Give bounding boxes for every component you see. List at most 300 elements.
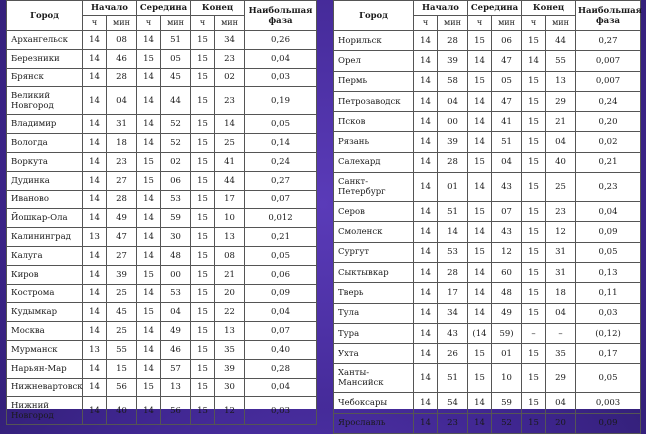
middle-minutes: 01 xyxy=(492,344,522,364)
middle-hours: 14 xyxy=(468,173,492,202)
end-hours: 15 xyxy=(522,91,546,111)
middle-minutes: 02 xyxy=(161,152,191,171)
middle-minutes: 04 xyxy=(492,152,522,172)
end-minutes: 35 xyxy=(215,340,245,359)
middle-hours: 15 xyxy=(468,202,492,222)
table-row xyxy=(7,115,317,134)
end-hours: 15 xyxy=(191,152,215,171)
end-minutes: 12 xyxy=(215,397,245,425)
start-minutes: 31 xyxy=(107,115,137,134)
end-hours: 15 xyxy=(522,173,546,202)
middle-hours: 15 xyxy=(468,344,492,364)
start-hours: 14 xyxy=(414,242,438,262)
start-hours: 14 xyxy=(414,323,438,343)
start-minutes: 45 xyxy=(107,303,137,322)
header-middle-hours: ч xyxy=(468,16,492,31)
header-end-hours: ч xyxy=(522,16,546,31)
end-hours: 15 xyxy=(522,242,546,262)
table-row xyxy=(334,222,641,242)
max-phase: 0,03 xyxy=(245,68,317,87)
start-minutes: 25 xyxy=(107,322,137,341)
max-phase: 0,03 xyxy=(245,397,317,425)
table-row xyxy=(334,173,641,202)
middle-hours: 14 xyxy=(468,393,492,413)
eclipse-table-right xyxy=(333,0,641,434)
start-hours: 14 xyxy=(414,132,438,152)
middle-hours: 15 xyxy=(468,242,492,262)
table-row xyxy=(334,393,641,413)
middle-minutes: 13 xyxy=(161,378,191,397)
start-minutes: 39 xyxy=(438,132,468,152)
start-hours: 14 xyxy=(83,134,107,153)
end-minutes: 20 xyxy=(215,284,245,303)
start-minutes: 47 xyxy=(107,228,137,247)
middle-hours: 14 xyxy=(137,190,161,209)
start-hours: 14 xyxy=(83,31,107,50)
city-name: Великий Новгород xyxy=(7,87,83,115)
table-row xyxy=(7,284,317,303)
city-name: Тула xyxy=(334,303,414,323)
middle-hours: 15 xyxy=(468,364,492,393)
end-hours: 15 xyxy=(191,31,215,50)
middle-minutes: 51 xyxy=(492,132,522,152)
end-minutes: 44 xyxy=(546,31,576,51)
middle-minutes: 60 xyxy=(492,262,522,282)
city-name: Нижневартовск xyxy=(7,378,83,397)
middle-minutes: 52 xyxy=(492,413,522,433)
start-minutes: 04 xyxy=(107,87,137,115)
end-minutes: 23 xyxy=(546,202,576,222)
city-name: Нарьян-Мар xyxy=(7,359,83,378)
end-minutes: 55 xyxy=(546,51,576,71)
city-name: Норильск xyxy=(334,31,414,51)
middle-minutes: 06 xyxy=(161,171,191,190)
max-phase: 0,09 xyxy=(576,222,641,242)
start-minutes: 34 xyxy=(438,303,468,323)
start-minutes: 00 xyxy=(438,112,468,132)
end-minutes: 10 xyxy=(215,209,245,228)
start-hours: 14 xyxy=(414,51,438,71)
middle-minutes: 04 xyxy=(161,303,191,322)
max-phase: 0,03 xyxy=(576,303,641,323)
table-row xyxy=(7,49,317,68)
middle-minutes: 05 xyxy=(161,49,191,68)
start-hours: 14 xyxy=(83,171,107,190)
end-minutes: 29 xyxy=(546,364,576,393)
start-hours: 14 xyxy=(83,68,107,87)
max-phase: 0,07 xyxy=(245,190,317,209)
city-name: Березники xyxy=(7,49,83,68)
city-name: Ухта xyxy=(334,344,414,364)
start-hours: 14 xyxy=(414,152,438,172)
start-hours: 14 xyxy=(414,173,438,202)
middle-minutes: 05 xyxy=(492,71,522,91)
middle-hours: 15 xyxy=(468,71,492,91)
middle-minutes: 57 xyxy=(161,359,191,378)
city-name: Йошкар-Ола xyxy=(7,209,83,228)
max-phase: 0,28 xyxy=(245,359,317,378)
middle-hours: 14 xyxy=(137,87,161,115)
eclipse-table-page-left xyxy=(6,0,316,421)
header-end: Конец xyxy=(191,1,245,16)
end-hours: 15 xyxy=(191,246,215,265)
eclipse-table-page-right xyxy=(333,0,642,429)
end-minutes: 23 xyxy=(215,49,245,68)
start-minutes: 53 xyxy=(438,242,468,262)
table-row xyxy=(334,344,641,364)
end-minutes: 02 xyxy=(215,68,245,87)
end-hours: 15 xyxy=(191,228,215,247)
start-hours: 13 xyxy=(83,228,107,247)
city-name: Воркута xyxy=(7,152,83,171)
middle-hours: 14 xyxy=(468,283,492,303)
table-row xyxy=(7,171,317,190)
middle-hours: 14 xyxy=(468,112,492,132)
end-minutes: 13 xyxy=(215,228,245,247)
start-minutes: 28 xyxy=(107,190,137,209)
start-minutes: 14 xyxy=(438,222,468,242)
start-minutes: 28 xyxy=(438,31,468,51)
start-minutes: 28 xyxy=(438,262,468,282)
end-hours: 15 xyxy=(191,209,215,228)
max-phase: 0,05 xyxy=(245,115,317,134)
start-minutes: 25 xyxy=(107,284,137,303)
header-middle: Середина xyxy=(137,1,191,16)
table-row xyxy=(7,152,317,171)
max-phase: 0,21 xyxy=(576,152,641,172)
table-row xyxy=(334,303,641,323)
header-start-hours: ч xyxy=(414,16,438,31)
max-phase: 0,20 xyxy=(576,112,641,132)
start-hours: 14 xyxy=(83,115,107,134)
middle-minutes: 30 xyxy=(161,228,191,247)
table-row xyxy=(334,31,641,51)
city-name: Сургут xyxy=(334,242,414,262)
middle-hours: 14 xyxy=(137,115,161,134)
end-hours: 15 xyxy=(522,413,546,433)
start-hours: 14 xyxy=(83,322,107,341)
start-minutes: 58 xyxy=(438,71,468,91)
start-hours: 14 xyxy=(414,91,438,111)
start-hours: 14 xyxy=(83,303,107,322)
table-row xyxy=(7,359,317,378)
end-hours: 15 xyxy=(522,202,546,222)
start-hours: 14 xyxy=(83,378,107,397)
end-minutes: 21 xyxy=(546,112,576,132)
middle-hours: 15 xyxy=(468,152,492,172)
end-hours: 15 xyxy=(191,115,215,134)
max-phase: 0,11 xyxy=(576,283,641,303)
city-name: Ярославль xyxy=(334,413,414,433)
start-hours: 14 xyxy=(83,284,107,303)
max-phase: 0,007 xyxy=(576,71,641,91)
header-end: Конец xyxy=(522,1,576,16)
middle-minutes: 53 xyxy=(161,284,191,303)
start-hours: 14 xyxy=(83,209,107,228)
middle-hours: 15 xyxy=(137,378,161,397)
end-hours: 15 xyxy=(522,71,546,91)
table-row xyxy=(334,112,641,132)
end-hours: 15 xyxy=(191,359,215,378)
start-hours: 14 xyxy=(414,413,438,433)
max-phase: 0,06 xyxy=(245,265,317,284)
start-minutes: 49 xyxy=(107,209,137,228)
middle-hours: 15 xyxy=(137,152,161,171)
start-minutes: 46 xyxy=(107,49,137,68)
city-name: Смоленск xyxy=(334,222,414,242)
start-hours: 14 xyxy=(414,71,438,91)
end-hours: 15 xyxy=(191,322,215,341)
middle-hours: 14 xyxy=(137,68,161,87)
start-minutes: 15 xyxy=(107,359,137,378)
start-minutes: 27 xyxy=(107,246,137,265)
end-hours: 15 xyxy=(522,31,546,51)
end-minutes: 21 xyxy=(215,265,245,284)
middle-hours: 14 xyxy=(137,340,161,359)
table-row xyxy=(7,246,317,265)
max-phase: 0,21 xyxy=(245,228,317,247)
max-phase: 0,19 xyxy=(245,87,317,115)
middle-minutes: 41 xyxy=(492,112,522,132)
middle-hours: 14 xyxy=(468,91,492,111)
header-start: Начало xyxy=(83,1,137,16)
table-row xyxy=(334,323,641,343)
start-minutes: 40 xyxy=(107,397,137,425)
end-hours: 15 xyxy=(522,132,546,152)
start-hours: 13 xyxy=(83,340,107,359)
end-hours: 15 xyxy=(191,265,215,284)
city-name: Сыктывкар xyxy=(334,262,414,282)
end-minutes: 14 xyxy=(215,115,245,134)
start-hours: 14 xyxy=(414,303,438,323)
table-row xyxy=(7,190,317,209)
middle-hours: 14 xyxy=(468,413,492,433)
end-hours: 14 xyxy=(522,51,546,71)
start-hours: 14 xyxy=(414,364,438,393)
city-name: Архангельск xyxy=(7,31,83,50)
table-row xyxy=(334,51,641,71)
table-row xyxy=(334,242,641,262)
city-name: Иваново xyxy=(7,190,83,209)
start-hours: 14 xyxy=(83,397,107,425)
header-end-minutes: мин xyxy=(546,16,576,31)
max-phase: 0,02 xyxy=(576,132,641,152)
end-hours: 15 xyxy=(522,112,546,132)
max-phase: 0,04 xyxy=(576,202,641,222)
header-middle-minutes: мин xyxy=(492,16,522,31)
table-row xyxy=(7,378,317,397)
middle-minutes: 56 xyxy=(161,397,191,425)
max-phase: 0,09 xyxy=(245,284,317,303)
end-hours: – xyxy=(522,323,546,343)
start-minutes: 54 xyxy=(438,393,468,413)
table-row xyxy=(334,202,641,222)
city-name: Салехард xyxy=(334,152,414,172)
max-phase: 0,24 xyxy=(576,91,641,111)
max-phase: 0,09 xyxy=(576,413,641,433)
city-name: Дудинка xyxy=(7,171,83,190)
table-row xyxy=(334,413,641,433)
start-minutes: 26 xyxy=(438,344,468,364)
city-name: Владимир xyxy=(7,115,83,134)
table-row xyxy=(7,340,317,359)
middle-minutes: 49 xyxy=(492,303,522,323)
end-minutes: 39 xyxy=(215,359,245,378)
end-minutes: 13 xyxy=(215,322,245,341)
end-minutes: 41 xyxy=(215,152,245,171)
max-phase: 0,05 xyxy=(576,242,641,262)
table-row xyxy=(7,134,317,153)
middle-hours: 14 xyxy=(137,246,161,265)
middle-minutes: 45 xyxy=(161,68,191,87)
end-hours: 15 xyxy=(522,364,546,393)
start-minutes: 27 xyxy=(107,171,137,190)
start-minutes: 39 xyxy=(107,265,137,284)
middle-hours: 14 xyxy=(137,397,161,425)
middle-minutes: 12 xyxy=(492,242,522,262)
start-hours: 14 xyxy=(83,246,107,265)
max-phase: 0,003 xyxy=(576,393,641,413)
eclipse-table-left xyxy=(6,0,317,425)
start-hours: 14 xyxy=(83,190,107,209)
header-city: Город xyxy=(7,1,83,31)
start-hours: 14 xyxy=(414,283,438,303)
header-middle: Середина xyxy=(468,1,522,16)
middle-hours: 14 xyxy=(468,262,492,282)
middle-hours: 14 xyxy=(137,284,161,303)
city-name: Мурманск xyxy=(7,340,83,359)
max-phase: (0,12) xyxy=(576,323,641,343)
end-minutes: 35 xyxy=(546,344,576,364)
end-hours: 15 xyxy=(522,262,546,282)
max-phase: 0,23 xyxy=(576,173,641,202)
start-hours: 14 xyxy=(414,31,438,51)
middle-hours: 15 xyxy=(137,49,161,68)
table-row xyxy=(7,87,317,115)
city-name: Тура xyxy=(334,323,414,343)
header-start: Начало xyxy=(414,1,468,16)
end-minutes: 44 xyxy=(215,171,245,190)
start-minutes: 43 xyxy=(438,323,468,343)
table-row xyxy=(7,303,317,322)
city-name: Псков xyxy=(334,112,414,132)
middle-minutes: 10 xyxy=(492,364,522,393)
header-middle-hours: ч xyxy=(137,16,161,31)
start-hours: 14 xyxy=(414,344,438,364)
city-name: Вологда xyxy=(7,134,83,153)
end-hours: 15 xyxy=(191,378,215,397)
end-minutes: – xyxy=(546,323,576,343)
city-name: Ханты-Мансийск xyxy=(334,364,414,393)
end-hours: 15 xyxy=(522,303,546,323)
start-hours: 14 xyxy=(414,393,438,413)
header-max-phase: Наибольшая фаза xyxy=(576,1,641,31)
max-phase: 0,40 xyxy=(245,340,317,359)
header-city: Город xyxy=(334,1,414,31)
middle-hours: 15 xyxy=(137,303,161,322)
start-hours: 14 xyxy=(83,265,107,284)
middle-hours: 14 xyxy=(468,222,492,242)
table-row xyxy=(334,364,641,393)
start-minutes: 18 xyxy=(107,134,137,153)
start-hours: 14 xyxy=(83,87,107,115)
city-name: Пермь xyxy=(334,71,414,91)
table-row xyxy=(334,91,641,111)
end-minutes: 25 xyxy=(546,173,576,202)
end-minutes: 34 xyxy=(215,31,245,50)
start-minutes: 08 xyxy=(107,31,137,50)
start-minutes: 55 xyxy=(107,340,137,359)
max-phase: 0,26 xyxy=(245,31,317,50)
city-name: Москва xyxy=(7,322,83,341)
table-row xyxy=(334,262,641,282)
city-name: Тверь xyxy=(334,283,414,303)
city-name: Киров xyxy=(7,265,83,284)
table-row xyxy=(7,209,317,228)
city-name: Кострома xyxy=(7,284,83,303)
middle-minutes: 59 xyxy=(161,209,191,228)
middle-minutes: 44 xyxy=(161,87,191,115)
middle-hours: (14 xyxy=(468,323,492,343)
table-body-left xyxy=(7,31,317,425)
end-hours: 15 xyxy=(191,87,215,115)
city-name: Брянск xyxy=(7,68,83,87)
header-end-minutes: мин xyxy=(215,16,245,31)
max-phase: 0,24 xyxy=(245,152,317,171)
middle-minutes: 59) xyxy=(492,323,522,343)
max-phase: 0,007 xyxy=(576,51,641,71)
end-hours: 15 xyxy=(522,152,546,172)
middle-hours: 14 xyxy=(468,303,492,323)
end-minutes: 04 xyxy=(546,132,576,152)
middle-minutes: 59 xyxy=(492,393,522,413)
table-row xyxy=(334,132,641,152)
header-end-hours: ч xyxy=(191,16,215,31)
start-hours: 14 xyxy=(414,202,438,222)
middle-hours: 14 xyxy=(137,359,161,378)
header-middle-minutes: мин xyxy=(161,16,191,31)
end-minutes: 40 xyxy=(546,152,576,172)
middle-hours: 15 xyxy=(468,31,492,51)
end-hours: 15 xyxy=(522,393,546,413)
city-name: Рязань xyxy=(334,132,414,152)
start-minutes: 04 xyxy=(438,91,468,111)
middle-hours: 15 xyxy=(137,265,161,284)
start-hours: 14 xyxy=(414,262,438,282)
max-phase: 0,14 xyxy=(245,134,317,153)
max-phase: 0,17 xyxy=(576,344,641,364)
middle-minutes: 07 xyxy=(492,202,522,222)
end-hours: 15 xyxy=(522,344,546,364)
middle-minutes: 43 xyxy=(492,173,522,202)
max-phase: 0,05 xyxy=(576,364,641,393)
end-minutes: 08 xyxy=(215,246,245,265)
end-hours: 15 xyxy=(522,283,546,303)
city-name: Чебоксары xyxy=(334,393,414,413)
middle-minutes: 48 xyxy=(492,283,522,303)
middle-minutes: 00 xyxy=(161,265,191,284)
table-body-right xyxy=(334,31,641,434)
end-hours: 15 xyxy=(191,303,215,322)
end-minutes: 30 xyxy=(215,378,245,397)
end-hours: 15 xyxy=(191,190,215,209)
end-minutes: 04 xyxy=(546,393,576,413)
middle-minutes: 47 xyxy=(492,91,522,111)
header-start-minutes: мин xyxy=(107,16,137,31)
middle-hours: 14 xyxy=(468,51,492,71)
end-minutes: 31 xyxy=(546,242,576,262)
end-minutes: 04 xyxy=(546,303,576,323)
